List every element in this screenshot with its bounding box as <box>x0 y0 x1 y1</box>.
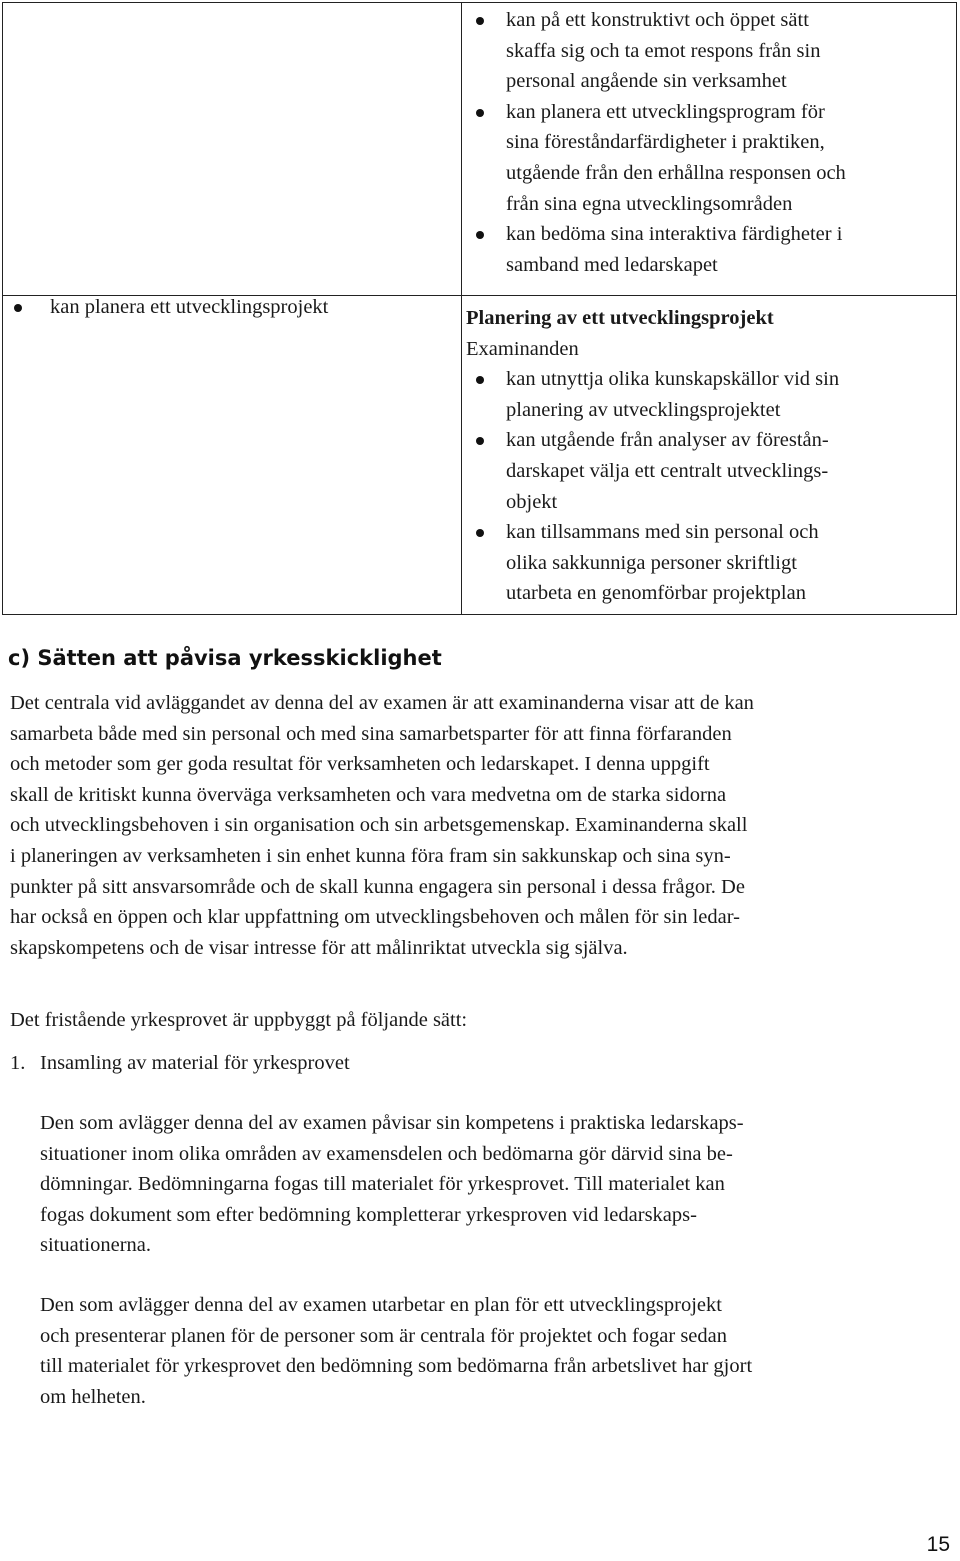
bullet-list <box>12 292 452 323</box>
paragraph-competence <box>40 1108 950 1261</box>
bullet-icon <box>476 376 484 384</box>
paragraph-line: till materialet för yrkesprovet den bedömning som bedömarna från arbetslivet har gjort <box>40 1355 753 1378</box>
list-item-line: kan på ett konstruktivt och öppet sätt <box>506 9 809 31</box>
paragraph-central <box>10 688 955 963</box>
numbered-item <box>10 1048 350 1079</box>
paragraph-line: situationerna. <box>40 1234 152 1257</box>
list-item-line: sina föreståndarfärdigheter i praktiken, <box>506 131 825 154</box>
item-text: Insamling av material för yrkesprovet <box>40 1052 350 1074</box>
paragraph-line: och utvecklingsbehoven i sin organisation och sin arbetsgemenskap. Examinanderna skall <box>10 814 748 837</box>
table-row2-left-cell <box>12 292 452 323</box>
list-item-line: objekt <box>506 490 558 513</box>
list-item-line: från sina egna utvecklingsområden <box>506 192 793 215</box>
list-item-line: utarbeta en genomförbar projektplan <box>506 582 806 605</box>
list-item-line: samband med ledarskapet <box>506 253 718 276</box>
list-item <box>462 517 942 609</box>
list-item-line: kan planera ett utvecklingsprojekt <box>50 296 329 318</box>
bullet-icon <box>476 17 484 25</box>
cell-subtitle: Examinanden <box>466 337 579 360</box>
paragraph-line: punkter på sitt ansvarsområde och de skall kunna engagera sin personal i dessa frågor. De <box>10 875 745 898</box>
paragraph-line: samarbeta både med sin personal och med sina samarbetsparter för att finna förfaranden <box>10 722 732 745</box>
list-item <box>462 364 942 425</box>
paragraph-line: dömningar. Bedömningarna fogas till materialet för yrkesprovet. Till materialet kan <box>40 1173 725 1196</box>
list-item-line: personal angående sin verksamhet <box>506 70 787 93</box>
bullet-icon <box>14 304 22 312</box>
paragraph-line: fogas dokument som efter bedömning kompletterar yrkesproven vid ledarskaps- <box>40 1203 697 1226</box>
item-number: 1. <box>10 1052 26 1074</box>
bullet-icon <box>476 109 484 117</box>
bullet-icon <box>476 231 484 239</box>
list-item-line: kan utnyttja olika kunskapskällor vid sin <box>506 368 840 391</box>
list-item <box>12 292 452 323</box>
table-row2-right-cell <box>462 300 942 609</box>
list-item-line: darskapet välja ett centralt utvecklings- <box>506 459 829 482</box>
list-item-line: utgående från den erhållna responsen och <box>506 161 846 184</box>
list-item-line: olika sakkunniga personer skriftligt <box>506 551 797 574</box>
section-heading: c) Sätten att påvisa yrkesskicklighet <box>8 646 442 670</box>
list-item-line: kan planera ett utvecklingsprogram för <box>506 100 825 123</box>
list-item-line: kan utgående från analyser av förestån- <box>506 429 829 452</box>
paragraph-project-plan <box>40 1290 950 1412</box>
bullet-list <box>470 5 940 280</box>
list-item-line: kan bedöma sina interaktiva färdigheter i <box>506 223 843 246</box>
bullet-list <box>462 364 942 609</box>
paragraph-line: och metoder som ger goda resultat för verksamheten och ledarskapet. I denna uppgift <box>10 753 710 776</box>
paragraph-line: har också en öppen och klar uppfattning om utvecklingsbehoven och målen för sin ledar- <box>10 906 740 929</box>
paragraph-line: Det centrala vid avläggandet av denna del av examen är att examinanderna visar att de kan <box>10 692 754 714</box>
list-item <box>470 97 940 219</box>
list-item-line: planering av utvecklingsprojektet <box>506 398 781 421</box>
paragraph-line: Den som avlägger denna del av examen påvisar sin kompetens i praktiska ledarskaps- <box>40 1112 744 1134</box>
list-item-line: kan tillsammans med sin personal och <box>506 521 819 544</box>
table-row1-right-cell <box>470 5 940 280</box>
cell-title: Planering av ett utvecklingsprojekt <box>466 307 774 329</box>
bullet-icon <box>476 529 484 537</box>
page-number: 15 <box>926 1533 950 1556</box>
list-item <box>470 219 940 280</box>
paragraph-line: och presenterar planen för de personer som är centrala för projektet och fogar sedan <box>40 1324 728 1347</box>
paragraph-line: i planeringen av verksamheten i sin enhet kunna föra fram sin sakkunskap och sina syn- <box>10 844 731 867</box>
bullet-icon <box>476 437 484 445</box>
paragraph-line: om helheten. <box>40 1385 146 1408</box>
paragraph-line: Den som avlägger denna del av examen utarbetar en plan för ett utvecklingsprojekt <box>40 1294 722 1316</box>
list-item <box>462 425 942 517</box>
paragraph-structure-intro: Det fristående yrkesprovet är uppbyggt på följande sätt: <box>10 1009 468 1031</box>
paragraph-line: skall de kritiskt kunna överväga verksamheten och vara medvetna om de starka sidorna <box>10 783 727 806</box>
paragraph-line: situationer inom olika områden av examensdelen och bedömarna gör därvid sina be- <box>40 1142 733 1165</box>
paragraph-line: skapskompetens och de visar intresse för att målinriktat utveckla sig själva. <box>10 936 628 959</box>
list-item-line: skaffa sig och ta emot respons från sin <box>506 39 821 62</box>
list-item <box>470 5 940 97</box>
